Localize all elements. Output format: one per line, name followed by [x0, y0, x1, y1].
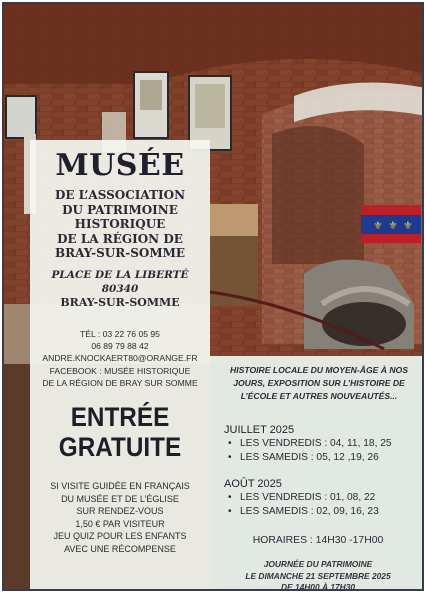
heritage-line: LE DIMANCHE 21 SEPTEMBRE 2025	[245, 570, 391, 581]
email-line: ANDRE.KNOCKAERT80@ORANGE.FR	[42, 353, 198, 364]
intro-line: HISTOIRE LOCALE DU MOYEN-ÂGE À NOS	[230, 365, 408, 375]
bullet-icon: •	[228, 438, 232, 449]
exhibition-intro	[214, 364, 424, 403]
address-postcode: 80340	[101, 283, 139, 295]
opening-hours: HORAIRES : 14H30 -17H00	[252, 535, 384, 546]
schedule-text: LES SAMEDIS : 02, 09, 16, 23	[240, 506, 379, 517]
schedule-panel	[210, 356, 424, 591]
association-name	[30, 188, 210, 261]
association-line: BRAY-SUR-SOMME	[54, 246, 186, 260]
bullet-icon: •	[228, 452, 232, 463]
schedule-line	[228, 492, 375, 503]
address-street: PLACE DE LA LIBERTÉ	[51, 269, 189, 281]
heritage-day-info	[210, 559, 424, 591]
guided-visit-info	[30, 480, 210, 556]
facebook-line: FACEBOOK : MUSÉE HISTORIQUE	[49, 365, 191, 376]
museum-address	[30, 268, 210, 310]
bullet-icon: •	[228, 492, 232, 503]
ipns-footnote: NE PAS JETER SUR LA VOIE PUBLIQUE -IPNS-	[54, 588, 164, 591]
heritage-line: JOURNÉE DU PATRIMOINE	[263, 559, 373, 569]
mobile-line: 06 89 79 88 42	[91, 341, 149, 352]
schedule-line	[228, 452, 379, 463]
schedule-text: LES VENDREDIS : 04, 11, 18, 25	[240, 438, 392, 449]
free-entry-heading	[39, 402, 201, 462]
intro-line: L’ÉCOLE ET AUTRES NOUVEAUTÉS...	[240, 391, 398, 401]
association-line: DE LA RÉGION DE	[57, 231, 183, 246]
association-line: HISTORIQUE	[74, 217, 166, 231]
svg-text:⚜: ⚜	[403, 219, 413, 232]
entry-line: ENTRÉE	[70, 402, 170, 432]
phone-line: TÉL : 03 22 76 05 95	[80, 329, 160, 339]
address-town: BRAY-SUR-SOMME	[60, 296, 180, 309]
visit-line: SUR RENDEZ-VOUS	[76, 506, 164, 517]
visit-line: JEU QUIZ POUR LES ENFANTS	[53, 531, 187, 542]
intro-line: JOURS, EXPOSITION SUR L’HISTOIRE DE	[233, 378, 405, 388]
association-line: DE L’ASSOCIATION	[54, 188, 186, 202]
month-august: AOÛT 2025	[224, 478, 282, 490]
schedule-line	[228, 506, 379, 517]
bullet-icon: •	[228, 506, 232, 517]
month-july: JUILLET 2025	[224, 424, 295, 436]
svg-text:⚜: ⚜	[388, 219, 398, 232]
svg-text:⚜: ⚜	[373, 219, 383, 232]
visit-line: 1,50 € PAR VISITEUR	[75, 518, 165, 529]
schedule-text: LES VENDREDIS : 01, 08, 22	[240, 492, 376, 503]
left-info-panel	[30, 140, 210, 591]
facebook-line-2: DE LA RÉGION DE BRAY SUR SOMME	[42, 377, 198, 388]
association-line: DU PATRIMOINE	[62, 202, 178, 217]
heritage-line: DE 14H00 À 17H30	[280, 582, 356, 591]
visit-line: SI VISITE GUIDÉE EN FRANÇAIS	[50, 481, 190, 491]
entry-line: GRATUITE	[58, 432, 182, 462]
visit-line: AVEC UNE RÉCOMPENSE	[64, 543, 176, 554]
poster-frame	[2, 2, 424, 591]
visit-line: DU MUSÉE ET DE L’ÉGLISE	[61, 493, 179, 504]
schedule-line	[228, 438, 392, 449]
museum-title: MUSÉE	[55, 148, 185, 183]
contact-block	[30, 328, 210, 389]
schedule-text: LES SAMEDIS : 05, 12 ,19, 26	[240, 452, 379, 463]
